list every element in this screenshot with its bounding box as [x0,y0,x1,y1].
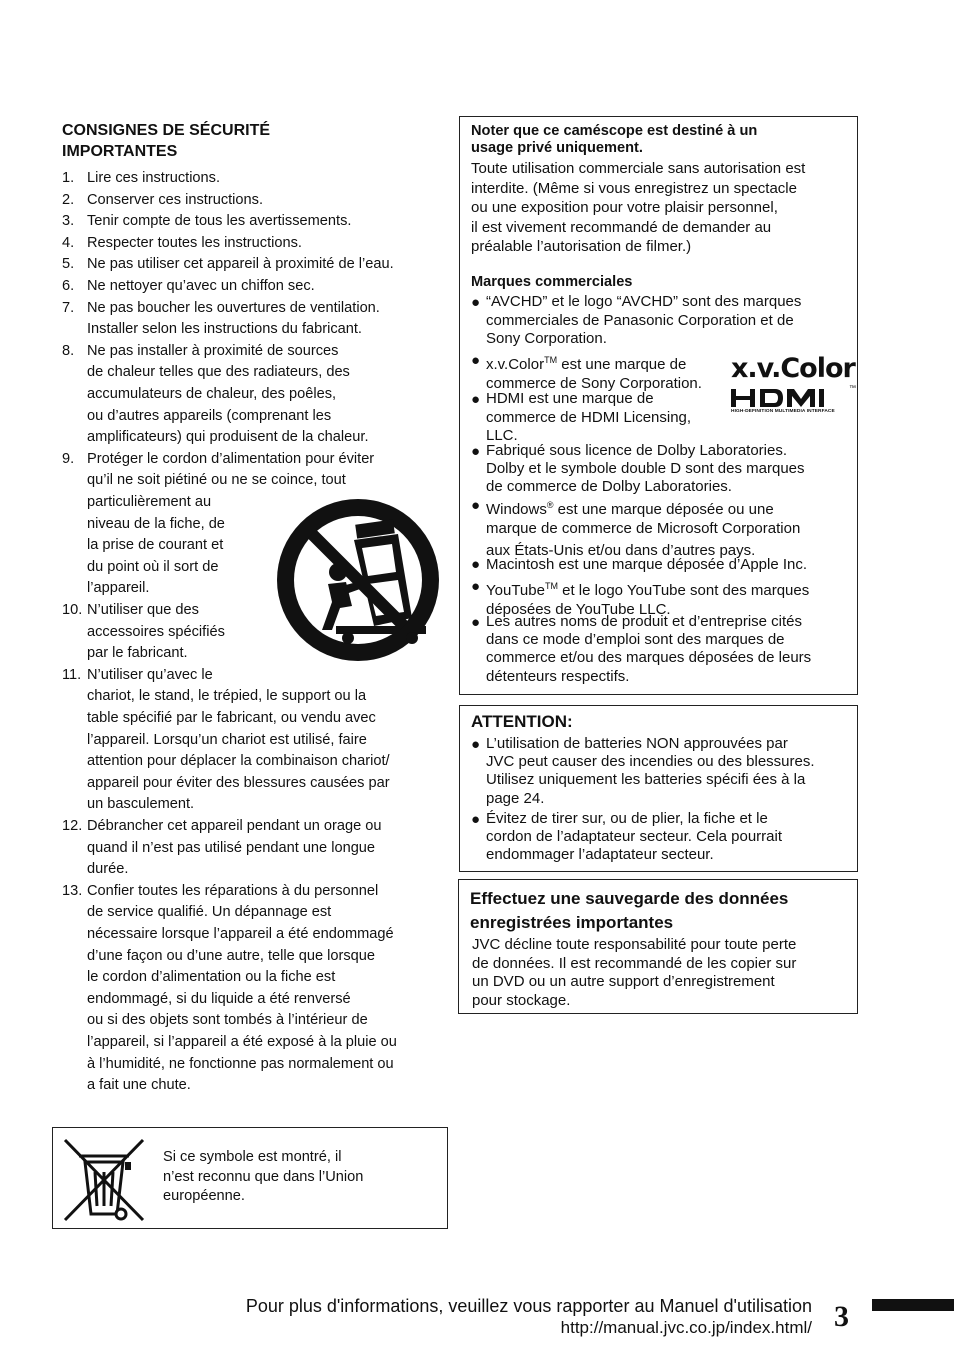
crossed-out-wheelie-bin-icon [59,1134,149,1224]
hdmi-logo [731,385,856,417]
safety-item-text: appareil pour éviter des blessures causées par [87,774,390,791]
trademark-xvcolor: x.v.Color™ est une marque de commerce de Sony Corporation. [486,355,702,392]
safety-item-text: l’appareil, si l’appareil a été exposé à la pluie ou [87,1034,397,1050]
bullet-icon: ● [471,443,481,460]
safety-item-text: Confier toutes les réparations à du personnel [87,882,379,899]
safety-item-number: 8. [62,342,75,359]
safety-item-text: d’une façon ou d’une autre, telle que lorsque [87,947,376,964]
safety-item-text: Ne pas boucher les ouvertures de ventilation. [87,299,380,316]
hdmi-logo-mark [731,389,847,407]
xvcolor-logo: x.v.Color [731,353,855,384]
weee-notice-text: Si ce symbole est montré, il n’est reconnu que dans l’Union européenne. [163,1149,364,1204]
bullet-icon: ● [471,736,481,753]
cart-tip-over-warning-icon [276,498,440,662]
safety-item-text: accessoires spécifiés [87,623,225,640]
hdmi-tm-mark: ™ [849,385,856,392]
attention-title: ATTENTION: [471,712,573,731]
safety-item-text: la prise de courant et [87,537,224,554]
safety-item-text: particulièrement au [87,494,212,510]
trademarks-heading: Marques commerciales [471,274,633,290]
attention-batteries: L’utilisation de batteries NON approuvées par JVC peut causer des incendies ou des blessures. Utilisez uniquement les batteries spécifi ées à la page 24. [486,735,815,807]
safety-item-number: 6. [62,278,75,294]
safety-item-text: Protéger le cordon d’alimentation pour éviter [87,450,375,467]
footer-manual-note: Pour plus d'informations, veuillez vous rapporter au Manuel d'utilisation http://manual.jvc.co.jp/index.html/ [245,1296,812,1337]
safety-item-text: ou si des objets sont tombés à l’intérieur de [87,1012,368,1029]
safety-item-number: 1. [62,170,75,186]
safety-item-text: Ne nettoyer qu’avec un chiffon sec. [87,278,315,294]
safety-item-number: 7. [62,299,75,316]
safety-item-number: 11. [62,666,82,683]
trademark-windows: Windows® est une marque déposée ou une marque de commerce de Microsoft Corporation aux États-Unis et/ou dans d’autres pays. [486,500,801,559]
safety-item-text: table spécifié par le fabricant, ou vendu avec [87,710,376,726]
trademark-others: Les autres noms de produit et d’entreprise cités dans ce mode d’emploi sont des marques de commerce et/ou des marques déposées de leurs détenteurs respectifs. [486,613,812,685]
safety-item-text: Ne pas utiliser cet appareil à proximité de l’eau. [87,256,394,273]
safety-item-text: Débrancher cet appareil pendant un orage ou [87,818,382,834]
safety-item-text: a fait une chute. [87,1077,191,1094]
safety-item-number: 10. [62,602,83,618]
bullet-icon: ● [471,578,481,595]
safety-item-number: 2. [62,191,75,208]
bullet-icon: ● [471,294,481,311]
safety-item-text: de chaleur telles que des radiateurs, des [87,364,350,381]
bullet-icon: ● [471,556,481,573]
trademark-youtube: YouTube™ et le logo YouTube sont des marques déposées de YouTube LLC. [486,581,810,618]
safety-item-text: attention pour déplacer la combinaison chariot/ [87,753,390,770]
safety-item-text: N’utiliser qu’avec le [87,666,213,683]
safety-item-number: 4. [62,234,75,251]
safety-item-text: Lire ces instructions. [87,170,221,186]
attention-ac-adapter: Évitez de tirer sur, ou de plier, la fiche et le cordon de l’adaptateur secteur. Cela pourrait endommager l’adaptateur secteur. [486,810,783,864]
page-number: 3 [834,1300,849,1333]
bullet-icon: ● [471,352,481,369]
trademark-dolby: Fabriqué sous licence de Dolby Laboratories. Dolby et le symbole double D sont des marques de commerce de Dolby Laboratories. [486,442,805,496]
private-use-heading: Noter que ce caméscope est destiné à un usage privé uniquement. [471,123,758,156]
bullet-icon: ● [471,614,481,631]
safety-item-text: qu’il ne soit piétiné ou ne se coince, tout [87,472,346,489]
safety-item-text: Respecter toutes les instructions. [87,234,302,251]
safety-item-text: le cordon d’alimentation ou la fiche est [87,969,336,986]
safety-item-text: chariot, le stand, le trépied, le support ou la [87,688,367,705]
safety-item-text: du point où il sort de [87,558,219,575]
safety-item-number: 5. [62,256,75,273]
weee-notice-box [52,1127,448,1229]
safety-item-text: N’utiliser que des [87,602,199,618]
bullet-icon: ● [471,811,481,828]
safety-item-text: durée. [87,861,129,878]
safety-item-text: niveau de la fiche, de [87,515,225,532]
trademark-macintosh: Macintosh est une marque déposée d’Apple Inc. [486,556,808,573]
trademark-avchd: “AVCHD” et le logo “AVCHD” sont des marques commerciales de Panasonic Corporation et de Sony Corporation. [486,293,802,347]
safety-item-text: endommagé, si du liquide a été renversé [87,990,351,1007]
safety-item-text: amplificateurs) qui produisent de la chaleur. [87,429,369,446]
private-use-body: Toute utilisation commerciale sans autorisation est interdite. (Même si vous enregistrez un spectacle ou une exposition pour votre plaisir personnel, il est vivement recommandé de demander au préalable l’autorisation de filmer.) [471,160,806,255]
backup-title: Effectuez une sauvegarde des données enregistrées importantes [470,889,789,932]
bullet-icon: ● [471,497,481,514]
hdmi-logo-subtitle: HIGH-DEFINITION MULTIMEDIA INTERFACE [731,409,835,414]
safety-title: CONSIGNES DE SÉCURITÉ IMPORTANTES [62,122,271,160]
backup-body: JVC décline toute responsabilité pour toute perte de données. Il est recommandé de les copier sur un DVD ou un autre support d’enregistrement pour stockage. [472,936,797,1009]
safety-item-text: accumulateurs de chaleur, des poêles, [87,386,337,402]
safety-item-text: par le fabricant. [87,645,188,662]
safety-item-text: un basculement. [87,796,195,813]
bullet-icon: ● [471,391,481,408]
safety-item-number: 13. [62,882,83,899]
safety-item-number: 12. [62,818,83,834]
safety-item-text: Installer selon les instructions du fabricant. [87,321,362,338]
safety-item-text: ou d’autres appareils (comprenant les [87,407,332,424]
safety-item-number: 9. [62,450,75,467]
safety-item-text: l’appareil. Lorsqu’un chariot est utilisé, faire [87,731,367,748]
manual-url-link[interactable]: http://manual.jvc.co.jp/index.html/ [560,1318,812,1337]
safety-item-text: Conserver ces instructions. [87,191,264,208]
safety-item-text: Tenir compte de tous les avertissements. [87,213,352,230]
safety-item-text: à l’humidité, ne fonctionne pas normalement ou [87,1055,394,1072]
safety-item-text: Ne pas installer à proximité de sources [87,342,339,359]
safety-item-text: de service qualifié. Un dépannage est [87,904,332,921]
safety-item-text: nécessaire lorsque l’appareil a été endommagé [87,926,394,942]
trademark-hdmi: HDMI est une marque de commerce de HDMI Licensing, LLC. [486,390,692,444]
page-tab-bar [872,1299,954,1311]
safety-item-number: 3. [62,213,75,230]
safety-item-text: l’appareil. [87,580,150,597]
safety-item-text: quand il n’est pas utilisé pendant une longue [87,839,376,856]
